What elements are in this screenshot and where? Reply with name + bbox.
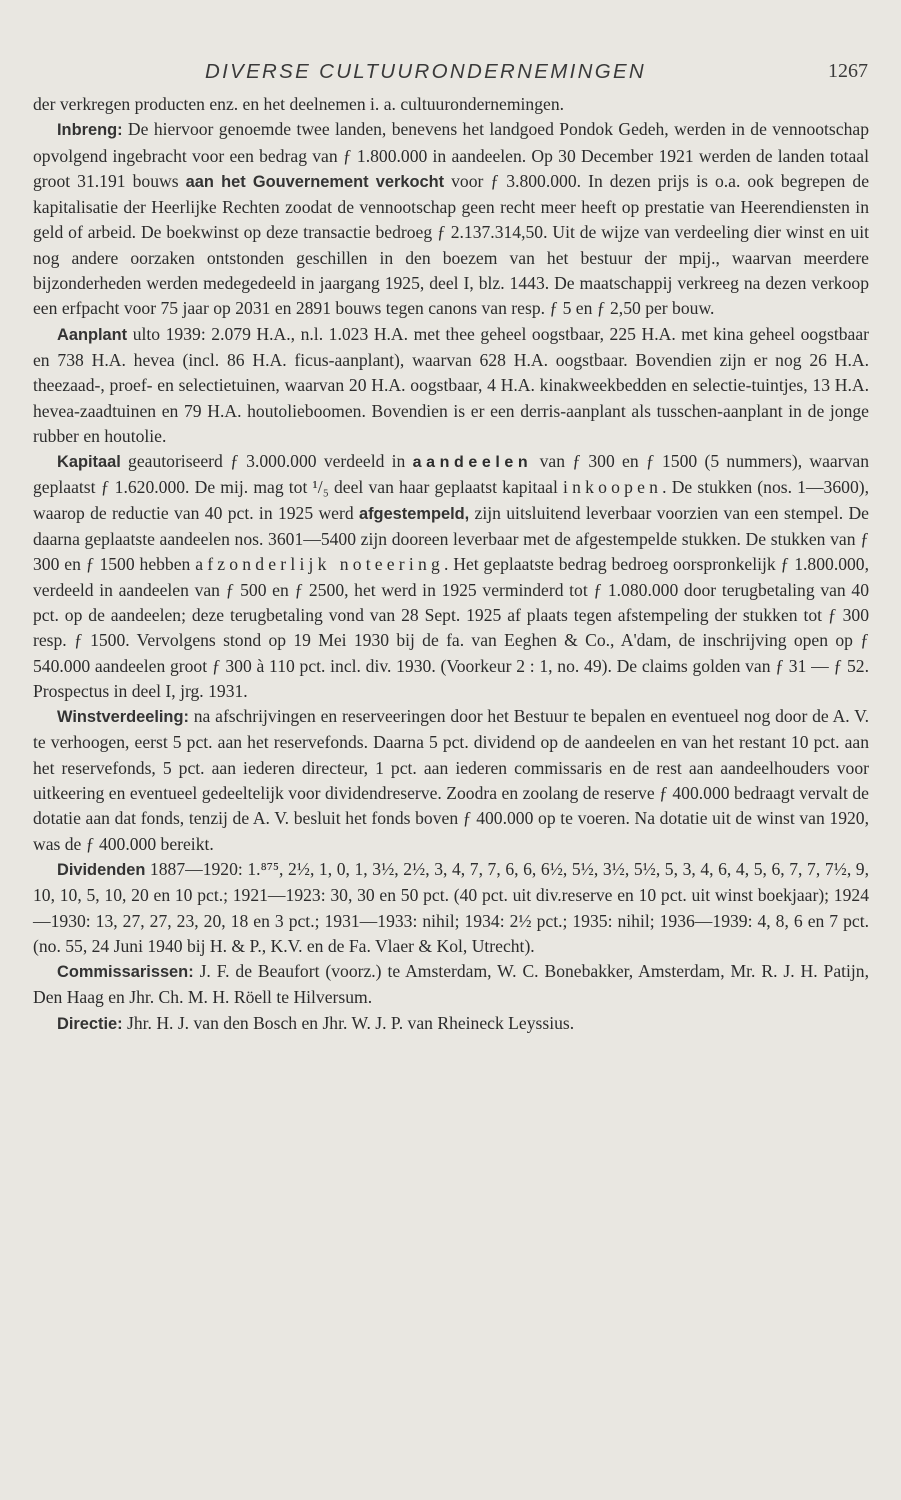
paragraph-aanplant xyxy=(33,322,869,449)
paragraph-directie xyxy=(33,1011,869,1037)
kapitaal-text-1: geautoriseerd ƒ 3.000.000 verdeeld in xyxy=(120,451,413,472)
label-winstverdeeling: Winstverdeeling: xyxy=(57,708,189,727)
label-dividenden: Dividenden xyxy=(57,860,146,879)
label-inbreng: Inbreng: xyxy=(57,121,123,140)
running-title: DIVERSE CULTUURONDERNEMINGEN xyxy=(205,60,647,83)
label-kapitaal: Kapitaal xyxy=(57,453,121,472)
kapitaal-spaced-inkoopen: inkoopen xyxy=(563,477,663,498)
paragraph-commissarissen xyxy=(33,959,869,1011)
paragraph-inbreng xyxy=(33,117,869,321)
dividenden-text: 1887—1920: 1.⁸⁷⁵, 2½, 1, 0, 1, 3½, 2½, 3, 4, 7, 7, 6, 6, 6½, 5½, 3½, 5½, 5, 3, 4, 6, 4, 5, 6, 7, 7, 7½, 9, 10, 10, 5, 10, 20 en 10 pct.; 1921—1923: 30, 30 en 50 pct. (40 pct. uit div.reserve en 10 pct. uit winst boekjaar); 1924—1930: 13, 27, 27, 23, 20, 18 en 3 pct.; 1931—1933: nihil; 1934: 2½ pct.; 1935: nihil; 1936—1939: 4, 8, 6 en 7 pct. (no. 55, 24 Juni 1940 bij H. & P., K.V. en de Fa. Vlaer & Kol, Utrecht). xyxy=(33,858,869,956)
kapitaal-text-3: . De stukken (nos. 1—3600), waarop de reductie van 40 pct. in 1925 werd xyxy=(33,477,869,523)
aanplant-text: ulto 1939: 2.079 H.A., n.l. 1.023 H.A. met thee geheel oogstbaar, 225 H.A. met kina geheel oogstbaar en 738 H.A. hevea (incl. 86 H.A. ficus-aanplant), waarvan 628 H.A. oogstbaar. Bovendien zijn er nog 26 H.A. theezaad-, proef- en selectietuinen, waarvan 20 H.A. oogstbaar, 4 H.A. kinakweekbedden en selectie-tuintjes, 13 H.A. hevea-zaadtuinen en 79 H.A. houtolieboomen. Bovendien is er een derris-aanplant als tusschen-aanplant in de jonge rubber en houtolie. xyxy=(33,323,869,446)
kapitaal-spaced-aandeelen: aandeelen xyxy=(412,454,533,472)
page-number: 1267 xyxy=(828,60,868,82)
paragraph-kapitaal xyxy=(33,449,869,704)
label-commissarissen: Commissarissen: xyxy=(57,963,194,982)
label-aanplant: Aanplant xyxy=(57,325,128,344)
kapitaal-text-5: . Het geplaatste bedrag bedroeg oorspronkelijk ƒ 1.800.000, verdeeld in aandeelen van ƒ 500 en ƒ 2500, het werd in 1925 verminderd tot ƒ 1.080.000 door terugbetaling van 40 pct. op de aandeelen; deze terugbetaling vond van 28 Sept. 1925 af plaats tegen afstempeling der stukken tot ƒ 300 resp. ƒ 1500. Vervolgens stond op 19 Mei 1930 bij de fa. van Eeghen & Co., A'dam, de inschrijving open op ƒ 540.000 aandeelen groot ƒ 300 à 110 pct. incl. div. 1930. (Voorkeur 2 : 1, no. 49). De claims golden van ƒ 31 — ƒ 52. Prospectus in deel I, jrg. 1931. xyxy=(33,554,870,701)
inbreng-text-1: De hiervoor genoemde twee landen, benevens het landgoed Pondok Gedeh, werden in de vennootschap opvolgend ingebracht voor een bedrag van ƒ 1.800.000 in aandeelen. Op 30 December 1921 werden de landen totaal groot 31.191 bouws xyxy=(33,119,869,191)
paragraph-dividenden xyxy=(33,857,869,959)
body-text xyxy=(33,92,869,1037)
winstverdeeling-text: na afschrijvingen en reserveeringen door het Bestuur te bepalen en eventueel nog door de A. V. te verhoogen, eerst 5 pct. aan het reservefonds. Daarna 5 pct. dividend op de aandeelen en van het restant 10 pct. aan het reservefonds, 5 pct. aan iederen directeur, 1 pct. aan iederen commissaris en de rest aan aandeelhouders voor uitkeering en eventueel gedeeltelijk voor dividendreserve. Zoodra en zoolang de reserve ƒ 400.000 bedraagt vervalt de dotatie aan dat fonds, tenzij de A. V. besluit het fonds boven ƒ 400.000 op te voeren. Na dotatie uit de winst van 1920, was de ƒ 400.000 bereikt. xyxy=(33,706,869,854)
kapitaal-text-4: zijn uitsluitend leverbaar voorzien van een stempel. De daarna geplaatste aandeelen nos. 3601—5400 zijn dooreen leverbaar met de afgestempelde stukken. De stukken van ƒ 300 en ƒ 1500 hebben xyxy=(33,502,869,575)
paragraph-winstverdeeling xyxy=(33,704,869,857)
kapitaal-text-2: van ƒ 300 en ƒ 1500 (5 nummers), waarvan geplaatst ƒ 1.620.000. De mij. mag tot ¹/₅ deel van haar geplaatst kapitaal xyxy=(33,451,869,498)
running-header xyxy=(33,58,869,92)
paragraph-continuation xyxy=(33,92,869,117)
kapitaal-spaced-notering: afzonderlijk noteering xyxy=(195,554,444,575)
commissarissen-text: J. F. de Beaufort (voorz.) te Amsterdam, W. C. Bonebakker, Amsterdam, Mr. R. J. H. Patijn, Den Haag en Jhr. Ch. M. H. Röell te Hilversum. xyxy=(33,961,869,1008)
directie-text: Jhr. H. J. van den Bosch en Jhr. W. J. P. van Rheineck Leyssius. xyxy=(122,1012,575,1033)
continuation-text: der verkregen producten enz. en het deelnemen i. a. cultuurondernemingen. xyxy=(33,94,565,114)
kapitaal-bold-phrase: afgestempeld, xyxy=(358,504,470,523)
inbreng-bold-phrase: aan het Gouvernement verkocht xyxy=(185,172,445,191)
label-directie: Directie: xyxy=(57,1014,123,1033)
inbreng-text-2: voor ƒ 3.800.000. In dezen prijs is o.a. ook begrepen de kapitalisatie der Heerlijke Rechten zoodat de vennootschap geen recht meer heeft op prestatie van Heerendiensten in geld of arbeid. De boekwinst op deze transactie bedroeg ƒ 2.137.314,50. Uit de wijze van verdeeling dier winst en uit nog andere oorzaken ontstonden geschillen in den boezem van het bestuur der mpij., waarvan meerdere bijzonderheden werden medegedeeld in jaargang 1925, deel I, blz. 1443. De maatschappij verkreeg na dezen verkoop een erfpacht voor 75 jaar op 2031 en 2891 bouws tegen canons van resp. ƒ 5 en ƒ 2,50 per bouw. xyxy=(33,170,870,319)
